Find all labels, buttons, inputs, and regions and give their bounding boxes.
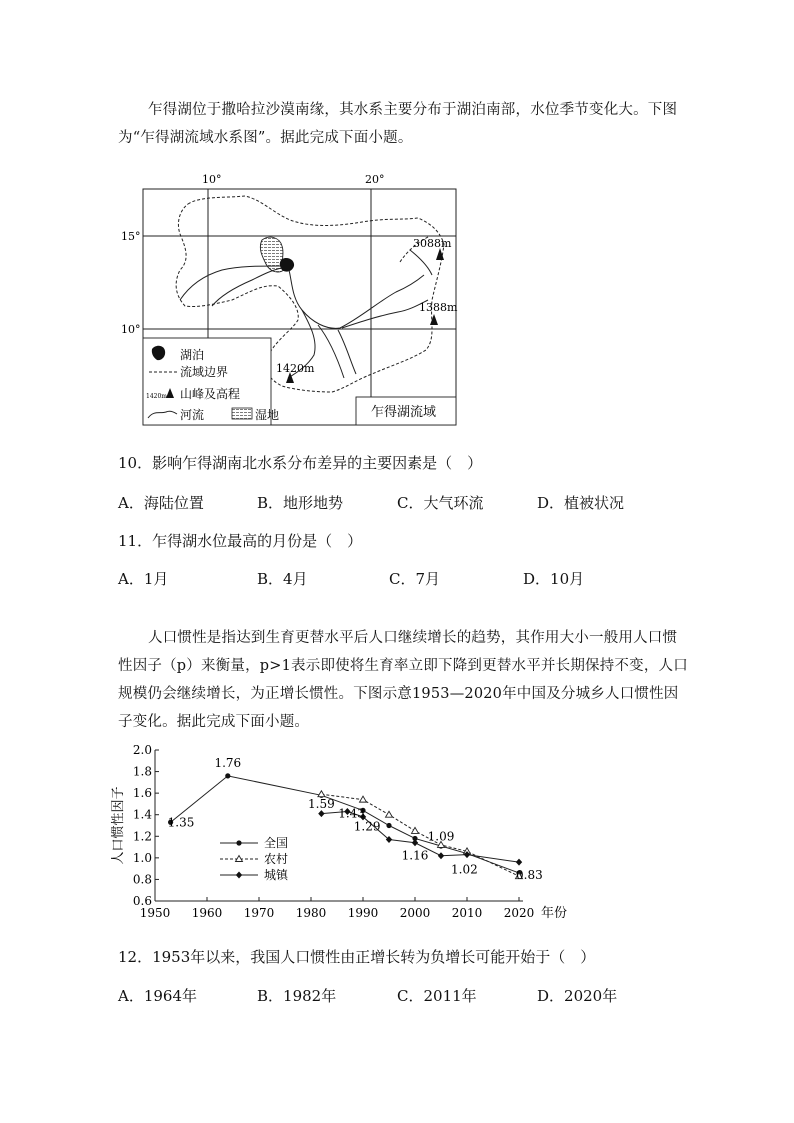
legend-peak-label: 山峰及高程	[180, 387, 241, 401]
point-circle	[225, 773, 230, 778]
y-tick-label: 2.0	[132, 743, 152, 757]
x-tick-label: 2010	[451, 906, 483, 920]
x-tick-label: 1950	[139, 906, 171, 920]
x-tick-label: 2000	[399, 906, 431, 920]
data-label: 1.35	[167, 815, 195, 830]
peak-1388-marker	[430, 314, 438, 325]
legend-river-label: 河流	[180, 408, 205, 422]
q12-option-d[interactable]: D．2020年	[537, 987, 618, 1005]
legend-lake-label: 湖泊	[180, 348, 205, 362]
point-triangle	[360, 796, 367, 802]
q11-option-b[interactable]: B．4月	[257, 570, 308, 588]
y-tick-label: 1.4	[132, 807, 152, 822]
river-south-2	[318, 325, 344, 378]
point-circle	[236, 840, 241, 845]
legend-boundary-label: 流域边界	[180, 365, 229, 379]
lake	[280, 258, 294, 272]
x-tick-label: 1980	[295, 906, 327, 920]
legend-peak-sample: 1420m	[146, 393, 167, 400]
data-label: 1.43	[338, 806, 365, 821]
point-diamond	[412, 839, 418, 846]
chad-basin-map	[121, 170, 470, 432]
q10-option-c[interactable]: C．大气环流	[397, 494, 484, 512]
y-tick-label: 1.2	[132, 829, 152, 844]
river-north	[410, 250, 432, 275]
y-axis-title: 人口惯性因子	[111, 786, 126, 865]
point-triangle	[412, 827, 419, 833]
map-title: 乍得湖流域	[371, 405, 437, 420]
x-axis-title: 年份	[541, 906, 568, 921]
point-diamond	[236, 872, 242, 879]
data-label: 1.16	[401, 848, 429, 863]
q12-option-b[interactable]: B．1982年	[257, 987, 337, 1005]
chart-legend	[220, 835, 289, 882]
y-tick-label: 0.6	[132, 894, 152, 908]
river-west-1	[180, 266, 280, 300]
point-triangle	[318, 791, 325, 797]
y-tick-label: 1.8	[132, 764, 152, 779]
x-tick-label: 1990	[347, 906, 379, 920]
legend-label: 城镇	[264, 868, 289, 882]
lon-label-20: 20°	[365, 173, 385, 186]
lat-label-15: 15°	[121, 230, 141, 243]
question-11-stem: 11．乍得湖水位最高的月份是（ ）	[118, 532, 363, 550]
y-tick-label: 1.6	[132, 786, 152, 801]
series-1	[318, 791, 523, 879]
x-tick-label: 1960	[191, 906, 223, 920]
point-diamond	[318, 810, 324, 817]
legend-wetland-icon	[232, 408, 252, 419]
x-tick-label: 1970	[243, 906, 275, 920]
legend-label: 农村	[264, 852, 289, 866]
q11-option-d[interactable]: D．10月	[523, 570, 585, 588]
data-label: 1.09	[427, 829, 455, 844]
q10-option-d[interactable]: D．植被状况	[537, 494, 625, 512]
legend-wetland-label: 湿地	[255, 408, 280, 422]
q11-option-c[interactable]: C．7月	[389, 570, 441, 588]
point-circle	[386, 823, 391, 828]
question-10-stem: 10．影响乍得湖南北水系分布差异的主要因素是（ ）	[118, 454, 483, 472]
passage-population-inertia: 人口惯性是指达到生育更替水平后人口继续增长的趋势，其作用大小一般用人口惯性因子（p）来衡量，p>1表示即使将生育率立即下降到更替水平并长期保持不变，人口规模仍会继续增长，为正增长惯性。下图示意1953—2020年中国及分城乡人口惯性因子变化。据此完成下面小题。	[118, 630, 688, 730]
legend-label: 全国	[264, 836, 289, 850]
q11-option-a[interactable]: A．1月	[118, 570, 169, 588]
data-label: 1.29	[353, 819, 381, 834]
lon-label-10: 10°	[202, 173, 222, 186]
question-12-stem: 12．1953年以来，我国人口惯性由正增长转为负增长可能开始于（ ）	[118, 948, 596, 966]
point-triangle	[386, 811, 393, 817]
q10-option-a[interactable]: A．海陆位置	[118, 494, 204, 512]
river-chari	[289, 270, 424, 328]
point-diamond	[516, 859, 522, 866]
river-east	[342, 300, 428, 328]
y-tick-label: 1.0	[132, 850, 152, 865]
data-label: 1.59	[308, 796, 335, 811]
x-tick-label: 2020	[503, 906, 535, 920]
peak-3088-label: 3088m	[413, 237, 452, 250]
q10-option-b[interactable]: B．地形地势	[257, 494, 344, 512]
population-inertia-chart	[108, 735, 598, 925]
data-label: 0.83	[516, 868, 543, 883]
q12-option-c[interactable]: C．2011年	[397, 987, 477, 1005]
lat-label-10: 10°	[121, 323, 141, 336]
q12-option-a[interactable]: A．1964年	[118, 987, 198, 1005]
series-0	[168, 773, 522, 875]
data-label: 1.02	[451, 862, 478, 877]
river-west-2	[212, 268, 282, 306]
series-line	[171, 776, 519, 873]
point-diamond	[438, 852, 444, 859]
peak-1420-label: 1420m	[276, 362, 315, 375]
y-tick-label: 0.8	[132, 872, 152, 887]
peak-1388-label: 1388m	[419, 301, 458, 314]
data-label: 1.76	[214, 755, 242, 770]
passage-chad-lake: 乍得湖位于撒哈拉沙漠南缘，其水系主要分布于湖泊南部，水位季节变化大。下图为“乍得湖流域水系图”。据此完成下面小题。	[118, 102, 678, 146]
